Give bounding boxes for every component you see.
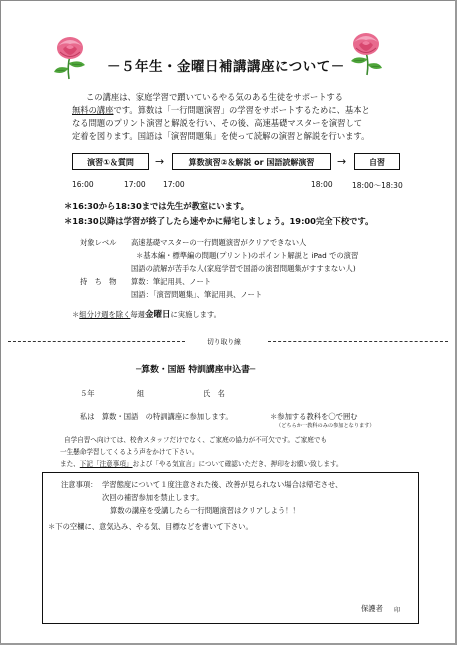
target-level-line-1: 高速基礎マスターの一行問題演習がクリアできない人 — [131, 238, 307, 247]
form-class: 組 — [137, 389, 145, 398]
flow-arrow-2: → — [337, 155, 347, 168]
guardian-label: 保護者 — [361, 604, 383, 613]
target-level-line-2: ＊基本編・標準編の問題(プリント)のポイント解説と iPad での演習 — [136, 251, 359, 260]
page-title: －５年生・金曜日補講講座について－ — [107, 59, 345, 75]
note-go-home: ＊18:30以降は学習が終了したら速やかに帰宅しましょう。19:00完全下校です。 — [64, 216, 374, 226]
flow-arrow-1: → — [155, 155, 165, 168]
cut-line-right — [268, 341, 448, 342]
schedule-conducted: に実施します。 — [170, 310, 221, 319]
free-course-text: 無料の講座 — [72, 105, 114, 115]
seal-mark: 印 — [394, 607, 401, 614]
caution-line-1: 学習態度について１度注意された後、改善が見られない場合は帰宅させ、 — [102, 480, 343, 489]
time-17-00-b: 17:00 — [163, 180, 185, 189]
cut-line-label: 切り取り線 — [207, 338, 241, 346]
rose-illustration-right — [346, 30, 386, 76]
form-circle-note: ＊参加する教科を〇で囲む — [270, 412, 358, 421]
page-border-top — [0, 0, 457, 1]
declaration-instruction: ＊下の空欄に、意気込み、やる気、目標などを書いて下さい。 — [48, 522, 253, 531]
time-18-00-18-30: 18:00～18:30 — [352, 181, 403, 190]
intro-line-2 — [72, 104, 370, 118]
note-teacher-present: ＊16:30から18:30までは先生が教室にいます。 — [64, 201, 249, 211]
form-para-line-2: 一生懸命学習してくるよう声をかけて下さい。 — [60, 448, 199, 456]
intro-line-4: 定着を図ります。国語は「演習問題集」を使って読解の演習と解説を行います。 — [72, 131, 370, 141]
intro-line-3: なる問題のプリント演習と解説を行い、その後、高速基礎マスターを演習して — [72, 118, 363, 128]
form-para-line-1: 自学自習へ向けては、校舎スタッフだけでなく、ご家庭の協力が不可欠です。ご家庭でも — [64, 436, 328, 444]
time-17-00-a: 17:00 — [124, 180, 146, 189]
form-name-label: 氏 名 — [203, 389, 225, 398]
time-18-00: 18:00 — [311, 180, 333, 189]
cut-line-left — [8, 341, 185, 342]
caution-label: 注意事項： — [61, 480, 98, 489]
intro-line-1: この講座は、家庭学習で躓いているやる気のある生徒をサポートする — [86, 92, 343, 102]
flow-step-self-study: 自習 — [354, 153, 400, 170]
form-para-rest: および「やる気宣言」について確認いただき、押印をお願い致します。 — [132, 460, 343, 468]
target-level-line-3: 国語の読解が苦手な人(家庭学習で国語の演習問題集がすすまない人) — [131, 264, 356, 273]
belongings-math: 算数：筆記用具、ノート — [131, 277, 212, 286]
rose-illustration-left — [50, 34, 90, 80]
schedule-every-week: 毎週 — [130, 310, 145, 319]
flow-step-practice-questions: 演習①＆質問 — [72, 153, 149, 170]
form-grade: ５年 — [80, 389, 95, 398]
schedule-line — [72, 308, 221, 320]
caution-line-2: 次回の補習参加を禁止します。 — [102, 493, 204, 502]
form-title: ─算数・国語 特訓講座申込書─ — [136, 365, 256, 375]
form-para-line-3 — [60, 458, 343, 468]
time-16-00: 16:00 — [72, 180, 94, 189]
schedule-except-grouping: 組分け週を除く — [79, 310, 131, 319]
belongings-label: 持 ち 物 — [80, 277, 117, 286]
target-level-label: 対象レベル — [80, 238, 117, 247]
form-para-also: また、 — [60, 460, 80, 468]
caution-line-3: 算数の講座を受講したら一行問題演習はクリアしよう！！ — [110, 506, 300, 515]
schedule-friday: 金曜日 — [144, 310, 171, 320]
form-participate: 私は 算数・国語 の特訓講座に参加します。 — [80, 412, 233, 421]
schedule-star: ＊ — [72, 310, 80, 319]
caution-and-declaration-box — [42, 472, 419, 624]
page-border-left — [0, 0, 1, 645]
flow-step-math-japanese: 算数演習②＆解説 or 国語読解演習 — [172, 153, 331, 170]
form-para-caution-ref: 下記「注意事項」 — [79, 460, 133, 468]
intro-line-2-rest: です。算数は「一行問題演習」の学習をサポートするために、基本と — [113, 105, 370, 115]
belongings-japanese: 国語：「演習問題集」、筆記用具、ノート — [131, 290, 263, 299]
form-circle-subnote: （どちらか一教科のみの参加となります） — [276, 423, 375, 429]
